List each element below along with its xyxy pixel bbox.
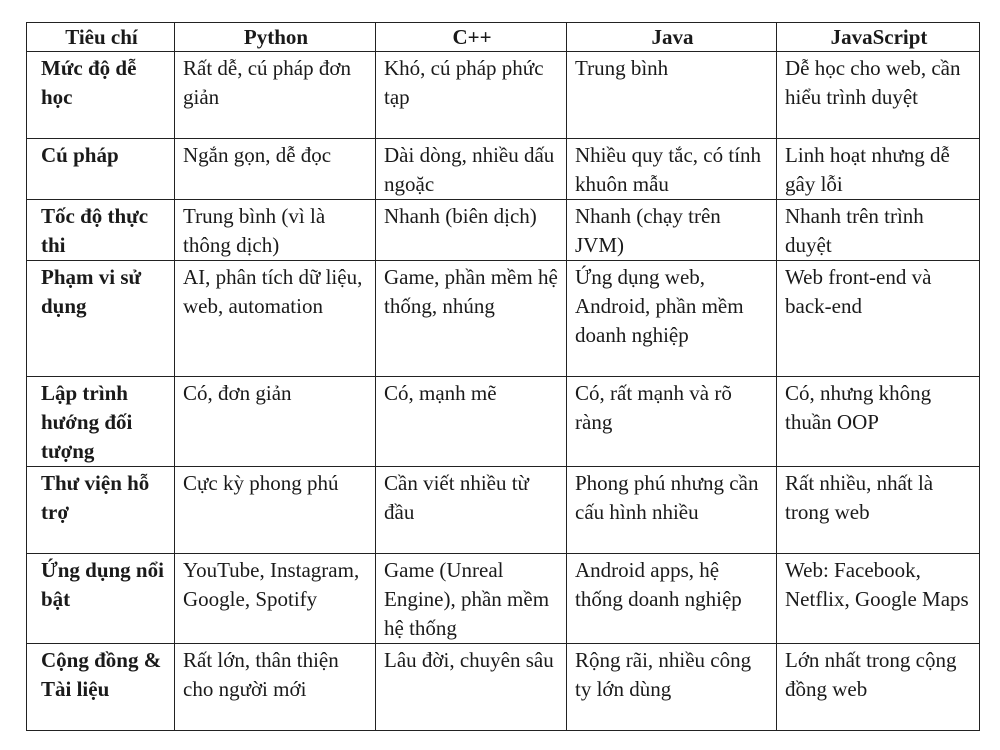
javascript-cell: Lớn nhất trong cộng đồng web: [777, 644, 980, 731]
python-cell: Cực kỳ phong phú: [175, 467, 376, 554]
criterion-cell: Ứng dụng nổi bật: [27, 554, 175, 644]
python-cell: AI, phân tích dữ liệu, web, automation: [175, 261, 376, 377]
criterion-cell: Mức độ dễ học: [27, 52, 175, 139]
criterion-cell: Tốc độ thực thi: [27, 200, 175, 261]
cpp-cell: Game (Unreal Engine), phần mềm hệ thống: [376, 554, 567, 644]
cpp-cell: Game, phần mềm hệ thống, nhúng: [376, 261, 567, 377]
cpp-cell: Dài dòng, nhiều dấu ngoặc: [376, 139, 567, 200]
javascript-cell: Có, nhưng không thuần OOP: [777, 377, 980, 467]
python-cell: YouTube, Instagram, Google, Spotify: [175, 554, 376, 644]
criterion-cell: Thư viện hỗ trợ: [27, 467, 175, 554]
table-row: [27, 554, 980, 644]
criterion-cell: Cú pháp: [27, 139, 175, 200]
header-criterion: Tiêu chí: [27, 23, 175, 52]
criterion-cell: Phạm vi sử dụng: [27, 261, 175, 377]
table-row: [27, 52, 980, 139]
python-cell: Rất dễ, cú pháp đơn giản: [175, 52, 376, 139]
javascript-cell: Dễ học cho web, cần hiểu trình duyệt: [777, 52, 980, 139]
java-cell: Rộng rãi, nhiều công ty lớn dùng: [567, 644, 777, 731]
cpp-cell: Cần viết nhiều từ đầu: [376, 467, 567, 554]
table-row: [27, 261, 980, 377]
table-row: [27, 200, 980, 261]
javascript-cell: Rất nhiều, nhất là trong web: [777, 467, 980, 554]
python-cell: Ngắn gọn, dễ đọc: [175, 139, 376, 200]
python-cell: Trung bình (vì là thông dịch): [175, 200, 376, 261]
java-cell: Phong phú nhưng cần cấu hình nhiều: [567, 467, 777, 554]
java-cell: Nhiều quy tắc, có tính khuôn mẫu: [567, 139, 777, 200]
table-row: [27, 467, 980, 554]
criterion-cell: Cộng đồng & Tài liệu: [27, 644, 175, 731]
header-java: Java: [567, 23, 777, 52]
cpp-cell: Có, mạnh mẽ: [376, 377, 567, 467]
python-cell: Rất lớn, thân thiện cho người mới: [175, 644, 376, 731]
header-row: [27, 23, 980, 52]
javascript-cell: Nhanh trên trình duyệt: [777, 200, 980, 261]
java-cell: Android apps, hệ thống doanh nghiệp: [567, 554, 777, 644]
cpp-cell: Khó, cú pháp phức tạp: [376, 52, 567, 139]
java-cell: Ứng dụng web, Android, phần mềm doanh nghiệp: [567, 261, 777, 377]
java-cell: Trung bình: [567, 52, 777, 139]
javascript-cell: Web front-end và back-end: [777, 261, 980, 377]
python-cell: Có, đơn giản: [175, 377, 376, 467]
cpp-cell: Lâu đời, chuyên sâu: [376, 644, 567, 731]
header-cpp: C++: [376, 23, 567, 52]
java-cell: Nhanh (chạy trên JVM): [567, 200, 777, 261]
java-cell: Có, rất mạnh và rõ ràng: [567, 377, 777, 467]
header-javascript: JavaScript: [777, 23, 980, 52]
javascript-cell: Linh hoạt nhưng dễ gây lỗi: [777, 139, 980, 200]
table-row: [27, 644, 980, 731]
comparison-table: [26, 22, 980, 731]
criterion-cell: Lập trình hướng đối tượng: [27, 377, 175, 467]
header-python: Python: [175, 23, 376, 52]
table-row: [27, 139, 980, 200]
javascript-cell: Web: Facebook, Netflix, Google Maps: [777, 554, 980, 644]
cpp-cell: Nhanh (biên dịch): [376, 200, 567, 261]
table-row: [27, 377, 980, 467]
